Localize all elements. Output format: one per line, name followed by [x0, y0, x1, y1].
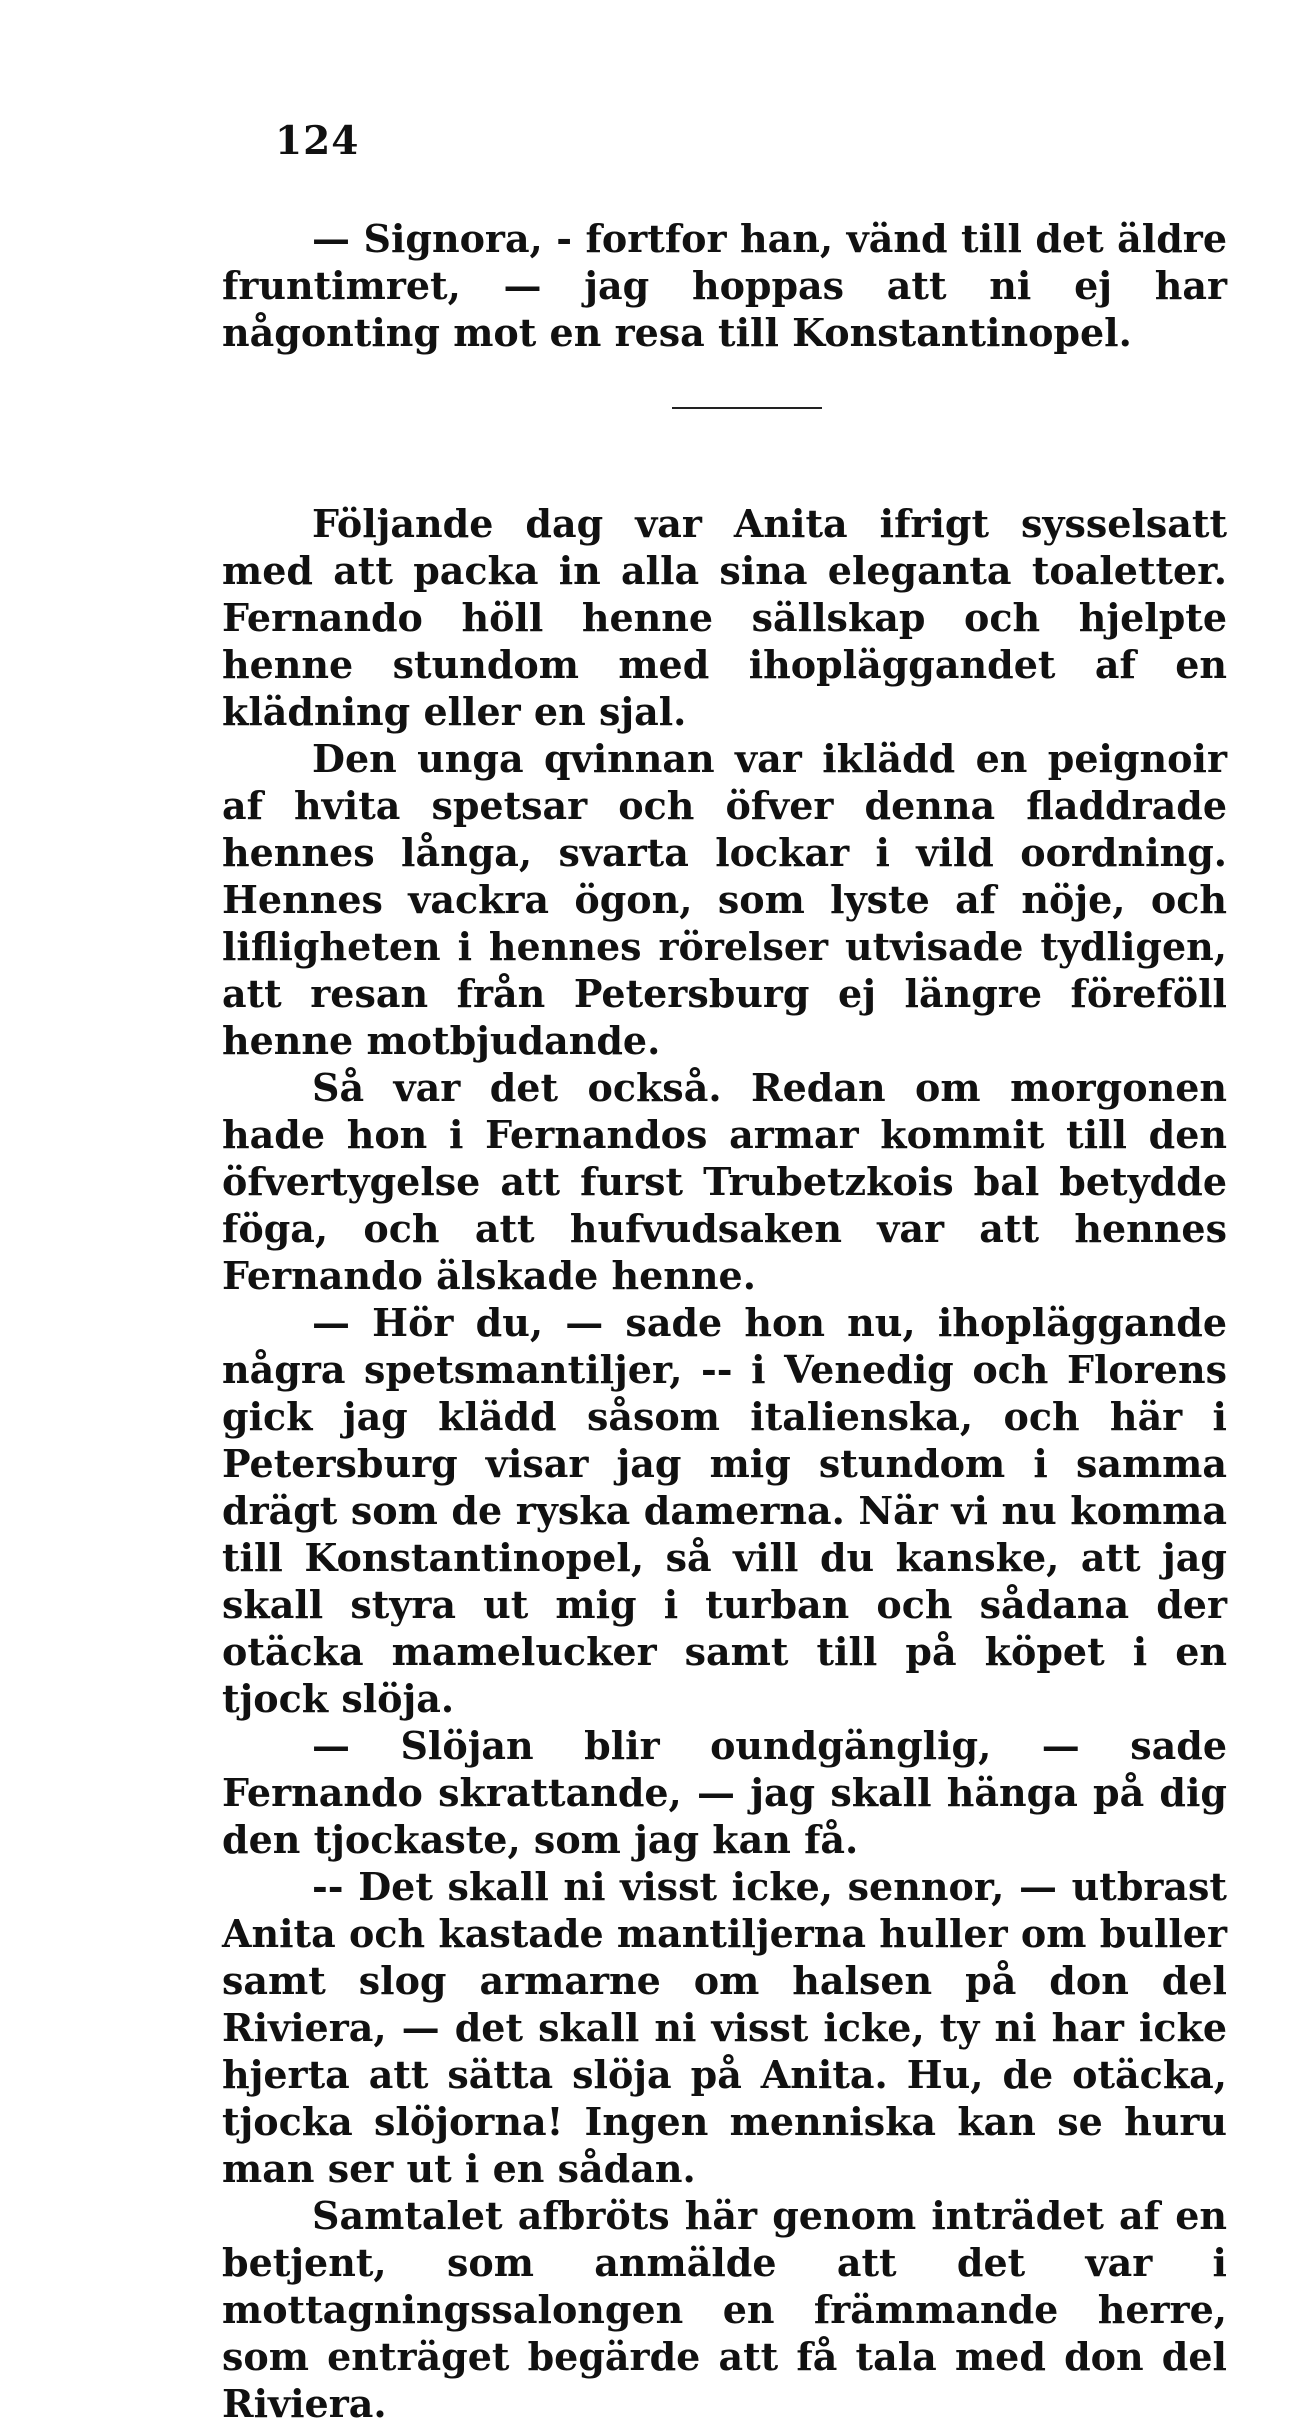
main-text-section — [222, 500, 1227, 2427]
page-number: 124 — [275, 118, 360, 164]
top-text-section — [222, 215, 1227, 356]
paragraph: Samtalet afbröts här genom inträdet af en betjent, som anmälde att det var i mottagningssalongen en främmande herre, som enträget begärde att få tala med don del Riviera. — [222, 2193, 1227, 2426]
paragraph: Den unga qvinnan var iklädd en peignoir af hvita spetsar och öfver denna fladdrade hennes långa, svarta lockar i vild oordning. Hennes vackra ögon, som lyste af nöje, och lifligheten i hennes rörelser utvisade tydligen, att resan från Petersburg ej längre föreföll henne motbjudande. — [222, 736, 1227, 1063]
paragraph: — Signora, - fortfor han, vänd till det äldre fruntimret, — jag hoppas att ni ej har någonting mot en resa till Konstantinopel. — [222, 216, 1227, 355]
paragraph: Följande dag var Anita ifrigt sysselsatt med att packa in alla sina eleganta toaletter. Fernando höll henne sällskap och hjelpte henne stundom med ihopläggandet af en klädning eller en sjal. — [222, 501, 1227, 734]
paragraph: Så var det också. Redan om morgonen hade hon i Fernandos armar kommit till den öfvertygelse att furst Trubetzkois bal betydde föga, och att hufvudsaken var att hennes Fernando älskade henne. — [222, 1065, 1227, 1298]
paragraph: -- Det skall ni visst icke, sennor, — utbrast Anita och kastade mantiljerna huller om buller samt slog armarne om halsen på don del Riviera, — det skall ni visst icke, ty ni har icke hjerta att sätta slöja på Anita. Hu, de otäcka, tjocka slöjorna! Ingen menniska kan se huru man ser ut i en sådan. — [222, 1864, 1227, 2191]
section-divider — [672, 407, 822, 409]
paragraph: — Slöjan blir oundgänglig, — sade Fernando skrattande, — jag skall hänga på dig den tjockaste, som jag kan få. — [222, 1723, 1227, 1862]
paragraph: — Hör du, — sade hon nu, ihopläggande några spetsmantiljer, -- i Venedig och Florens gick jag klädd såsom italienska, och här i Petersburg visar jag mig stundom i samma drägt som de ryska damerna. När vi nu komma till Konstantinopel, så vill du kanske, att jag skall styra ut mig i turban och sådana der otäcka mamelucker samt till på köpet i en tjock slöja. — [222, 1300, 1227, 1721]
